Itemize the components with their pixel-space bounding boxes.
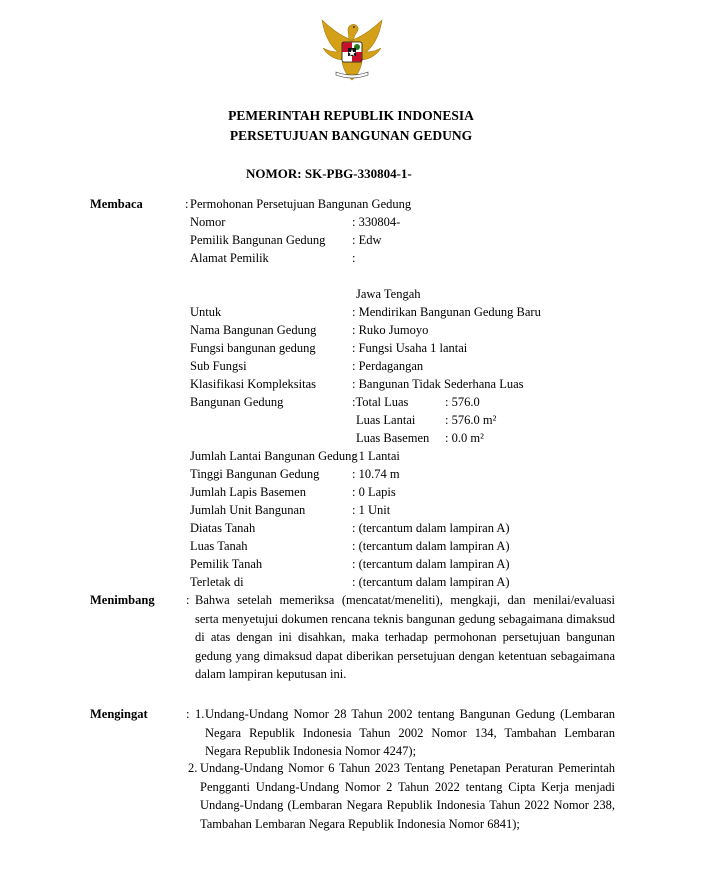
field-value: : 1 Unit	[352, 503, 391, 517]
field-label: Fungsi bangunan gedung	[190, 341, 316, 355]
luas-lantai-label: Luas Lantai	[356, 413, 416, 427]
mengingat-colon: :	[186, 707, 190, 721]
mengingat-item-text: Undang-Undang Nomor 6 Tahun 2023 Tentang Penetapan Peraturan Pemerintah Pengganti Undang-Undang Nomor 2 Tahun 2022 tentang Cipta Kerja menjadi Undang-Undang (Lembaran Negara Republik Indonesia Tahun 2022 Nomor 238, Tambahan Lembaran Negara Republik Indonesia Nomor 6841);	[200, 761, 615, 831]
field-value: : Perdagangan	[352, 359, 424, 373]
field-label: Jumlah Lapis Basemen	[190, 485, 306, 499]
field-label: Terletak di	[190, 575, 244, 589]
document-number: NOMOR: SK-PBG-330804-1-	[246, 166, 412, 181]
field-value: : Edw	[352, 233, 382, 247]
mengingat-item-number: 1.	[195, 707, 205, 721]
field-label: Luas Tanah	[190, 539, 248, 553]
field-label: Nama Bangunan Gedung	[190, 323, 317, 337]
field-label: Pemilik Bangunan Gedung	[190, 233, 326, 247]
field-label: Pemilik Tanah	[190, 557, 263, 571]
field-value: : Mendirikan Bangunan Gedung Baru	[352, 305, 541, 319]
field-value: :	[352, 251, 356, 265]
field-value: : 1 Lantai	[352, 449, 400, 463]
menimbang-label: Menimbang	[90, 593, 155, 607]
field-value: : 0 Lapis	[352, 485, 396, 499]
garuda-emblem-icon	[318, 18, 386, 86]
total-luas-value: : 576.0	[445, 395, 480, 409]
field-label: Bangunan Gedung	[190, 395, 284, 409]
mengingat-item-text: Undang-Undang Nomor 28 Tahun 2002 tentang Bangunan Gedung (Lembaran Negara Republik Indonesia Tahun 2002 Nomor 134, Tambahan Lembaran Negara Republik Indonesia Nomor 4247);	[205, 707, 615, 758]
menimbang-text: Bahwa setelah memeriksa (mencatat/meneliti), mengkaji, dan menilai/evaluasi serta menyetujui dokumen rencana teknis bangunan gedung sebagaimana dimaksud di atas dengan ini disahkan, maka terhadap permohonan persetujuan bangunan gedung yang dimaksud dapat diberikan persetujuan dengan ketentuan sebagaimana dalam lampiran keputusan ini.	[195, 593, 615, 681]
field-value: : 10.74 m	[352, 467, 400, 481]
field-value: : (tercantum dalam lampiran A)	[352, 575, 510, 589]
membaca-intro: Permohonan Persetujuan Bangunan Gedung	[190, 197, 412, 211]
field-label: Diatas Tanah	[190, 521, 256, 535]
mengingat-label: Mengingat	[90, 707, 148, 721]
field-value: : Bangunan Tidak Sederhana Luas	[352, 377, 524, 391]
field-label: Jumlah Unit Bangunan	[190, 503, 306, 517]
field-value: : (tercantum dalam lampiran A)	[352, 521, 510, 535]
header-line-2: PERSETUJUAN BANGUNAN GEDUNG	[229, 128, 473, 143]
luas-basemen-label: Luas Basemen	[356, 431, 430, 445]
field-label: Untuk	[190, 305, 222, 319]
field-value: :Total Luas	[352, 395, 409, 409]
field-value: : 330804-	[352, 215, 401, 229]
field-value: : Fungsi Usaha 1 lantai	[352, 341, 468, 355]
menimbang-colon: :	[186, 593, 190, 607]
mengingat-item-number: 2.	[188, 761, 198, 775]
field-value: : (tercantum dalam lampiran A)	[352, 539, 510, 553]
membaca-colon: :	[185, 197, 189, 211]
field-label: Sub Fungsi	[190, 359, 247, 373]
luas-lantai-value: : 576.0 m²	[445, 413, 497, 427]
membaca-label: Membaca	[90, 197, 143, 211]
address-province: Jawa Tengah	[356, 287, 421, 301]
field-value: : (tercantum dalam lampiran A)	[352, 557, 510, 571]
field-label: Jumlah Lantai Bangunan Gedung	[190, 449, 358, 463]
luas-basemen-value: : 0.0 m²	[445, 431, 484, 445]
field-label: Alamat Pemilik	[190, 251, 269, 265]
field-value: : Ruko Jumoyo	[352, 323, 429, 337]
field-label: Tinggi Bangunan Gedung	[190, 467, 320, 481]
header-line-1: PEMERINTAH REPUBLIK INDONESIA	[228, 108, 474, 123]
field-label: Nomor	[190, 215, 226, 229]
field-label: Klasifikasi Kompleksitas	[190, 377, 317, 391]
